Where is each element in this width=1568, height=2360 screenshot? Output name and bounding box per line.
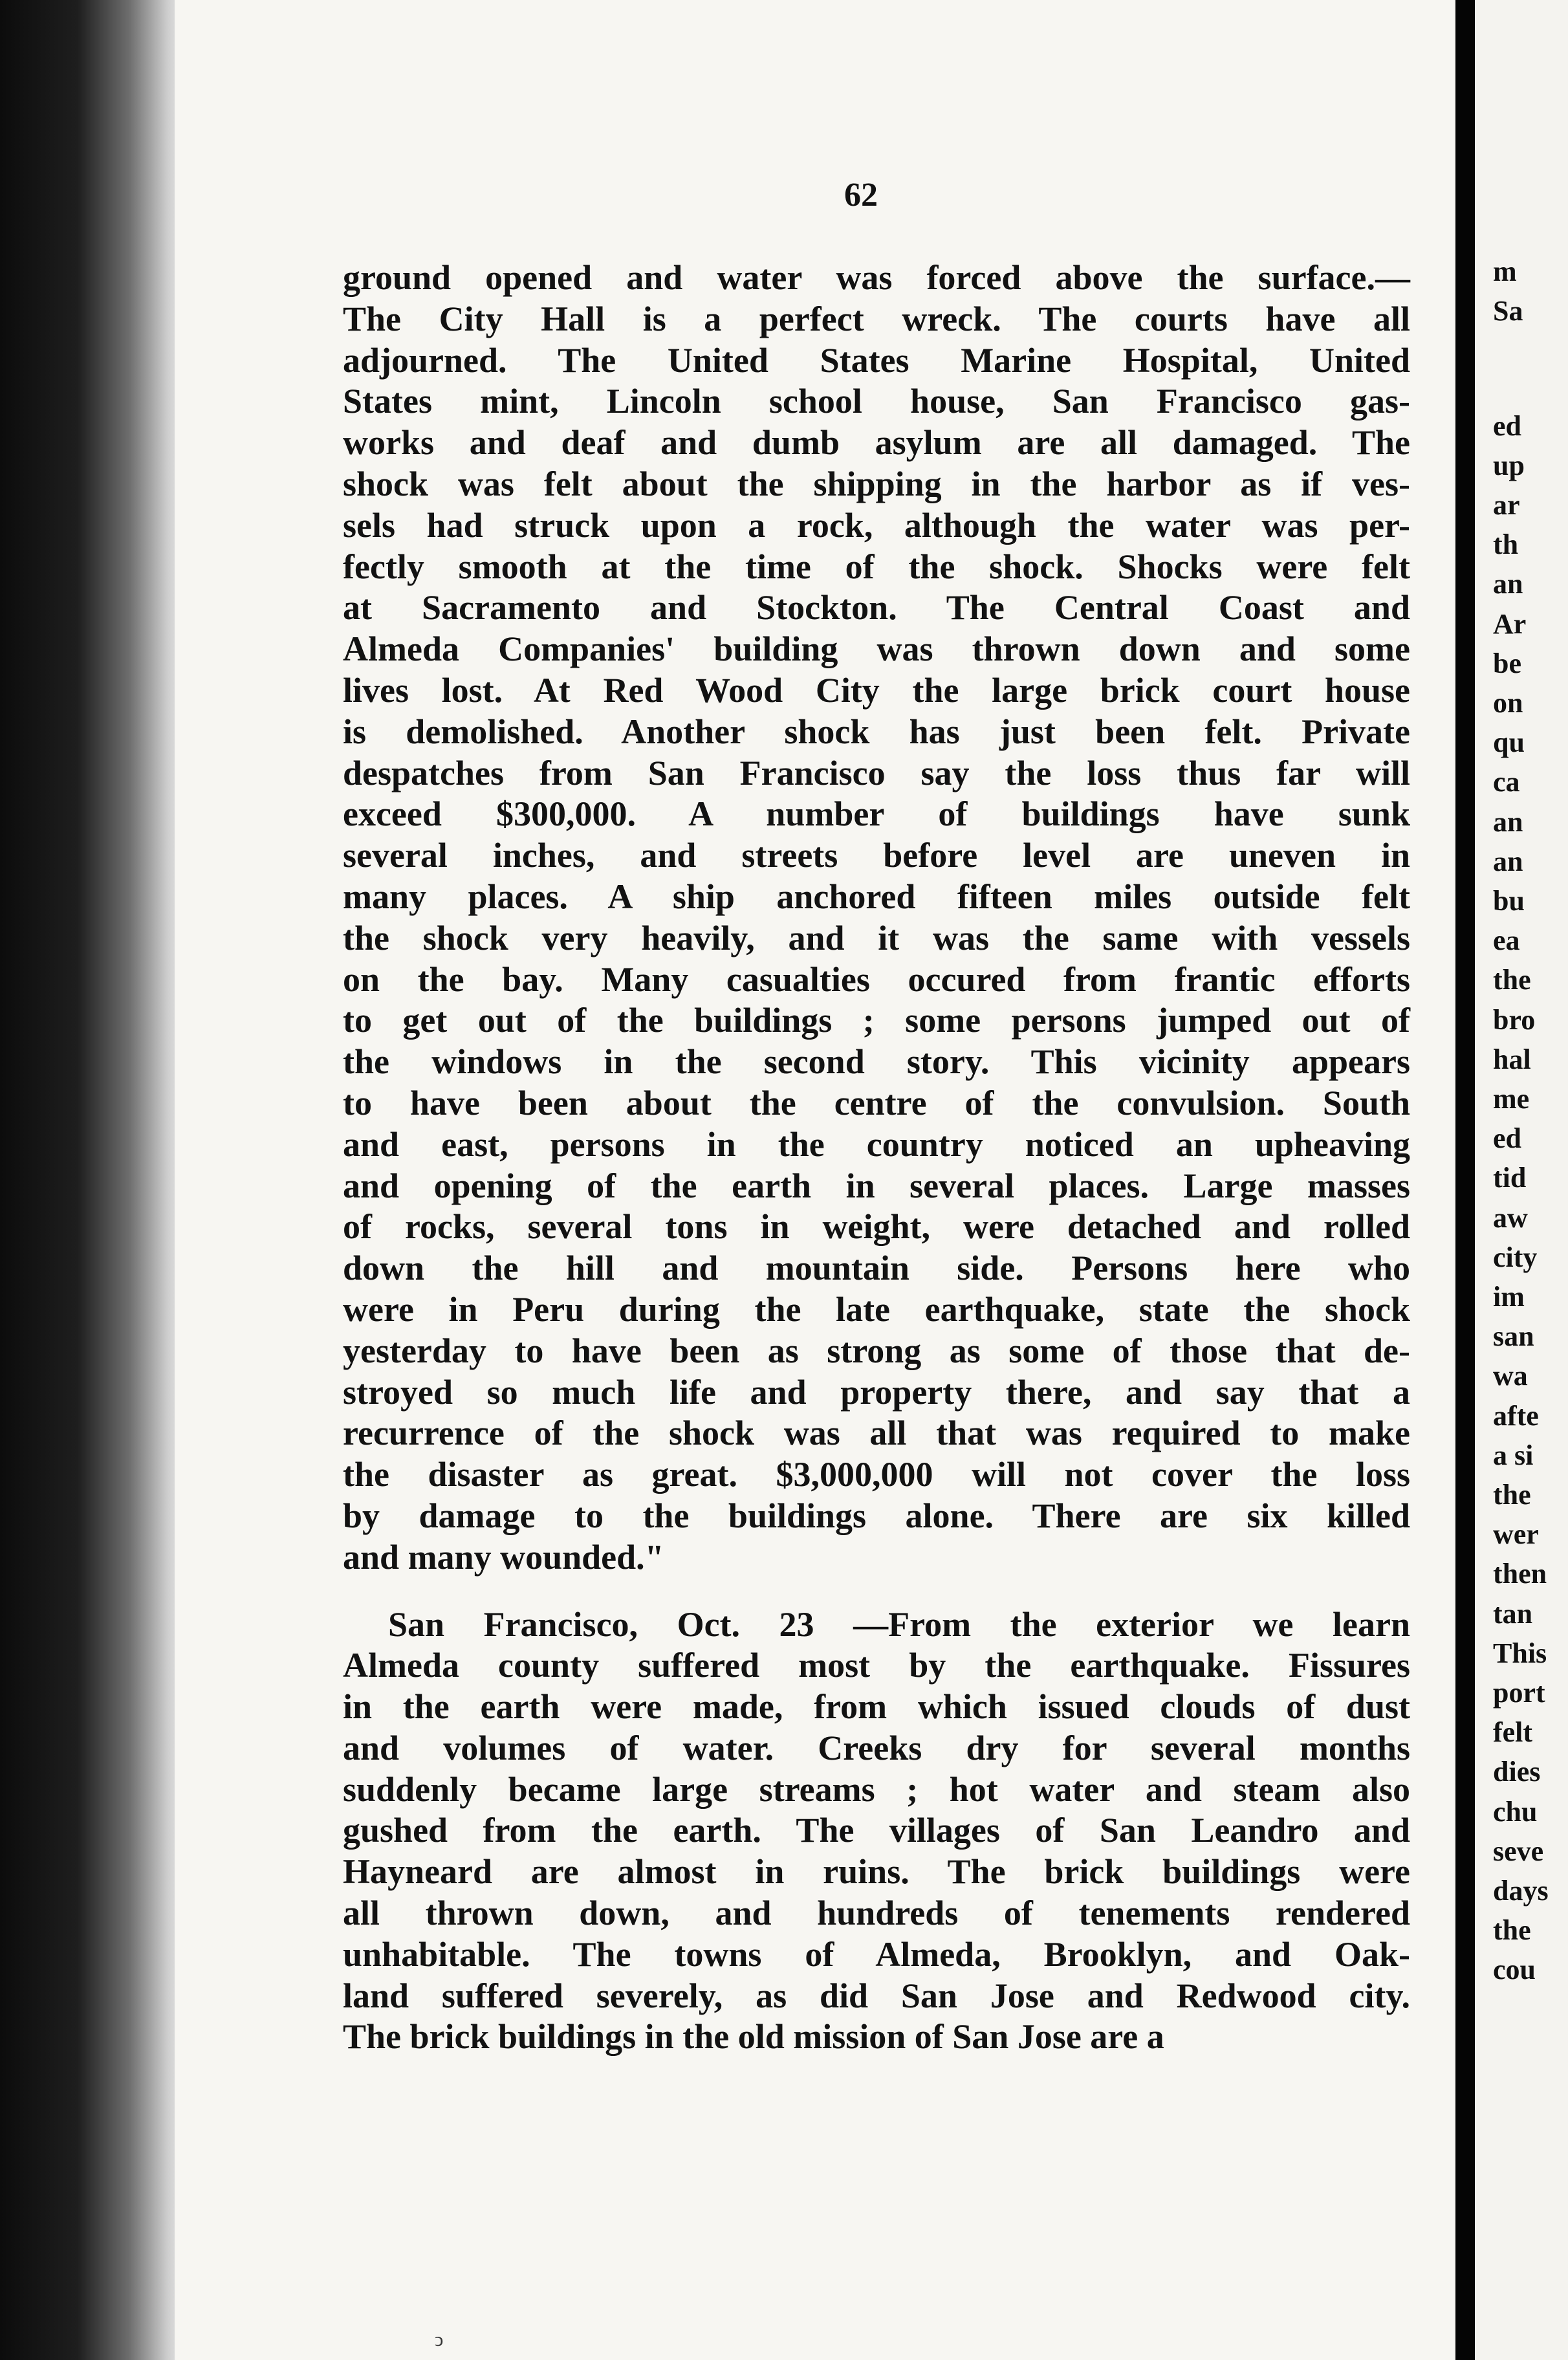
adjacent-page-text: ca [1493, 766, 1520, 798]
text-line: yesterday to have been as strong as some of those that de- [343, 1331, 1410, 1370]
adjacent-page-text: be [1493, 647, 1521, 679]
adjacent-page-text: felt [1493, 1716, 1533, 1749]
adjacent-page-text: a si [1493, 1439, 1534, 1471]
adjacent-page-text: ed [1493, 1122, 1521, 1155]
text-line: lives lost. At Red Wood City the large brick court house [343, 670, 1410, 710]
text-line: ground opened and water was forced above the surface.— [343, 258, 1410, 297]
text-line: The City Hall is a perfect wreck. The courts have all [343, 299, 1410, 338]
page-number: 62 [844, 177, 878, 213]
text-line: on the bay. Many casualties occured from frantic efforts [343, 959, 1410, 999]
text-line: The brick buildings in the old mission of San Jose are a [343, 2017, 1164, 2057]
bottom-mark: ↄ [435, 2329, 444, 2350]
adjacent-page-text: dies [1493, 1756, 1541, 1788]
adjacent-page-text: me [1493, 1083, 1530, 1115]
adjacent-page-text: ar [1493, 489, 1520, 521]
adjacent-page-text: the [1493, 964, 1531, 996]
adjacent-page-text: hal [1493, 1043, 1531, 1075]
adjacent-page-text: aw [1493, 1201, 1528, 1234]
adjacent-page-text: then [1493, 1558, 1547, 1590]
text-line: stroyed so much life and property there, and say that a [343, 1372, 1410, 1412]
adjacent-page-text: port [1493, 1677, 1545, 1709]
adjacent-page-text: on [1493, 687, 1523, 719]
text-line: suddenly became large streams ; hot water and steam also [343, 1769, 1410, 1809]
text-line: works and deaf and dumb asylum are all damaged. The [343, 423, 1410, 463]
text-line: down the hill and mountain side. Persons here who [343, 1249, 1410, 1288]
adjacent-page-text: days [1493, 1875, 1549, 1907]
adjacent-page-text: wer [1493, 1518, 1539, 1551]
adjacent-page-text: wa [1493, 1360, 1528, 1392]
text-line: adjourned. The United States Marine Hospital, United [343, 340, 1410, 380]
page-gutter [1455, 0, 1475, 2360]
text-line: and many wounded." [343, 1537, 664, 1577]
paragraph [343, 257, 1410, 1579]
text-line: States mint, Lincoln school house, San Francisco gas- [343, 382, 1410, 421]
adjacent-page-text: tan [1493, 1597, 1533, 1630]
text-line: shock was felt about the shipping in the harbor as if ves- [343, 464, 1410, 503]
text-line: to have been about the centre of the convulsion. South [343, 1083, 1410, 1122]
adjacent-page-text: bu [1493, 885, 1525, 917]
adjacent-page-text: the [1493, 1479, 1531, 1511]
text-line: many places. A ship anchored fifteen miles outside felt [343, 877, 1410, 916]
text-line: were in Peru during the late earthquake, state the shock [343, 1289, 1410, 1329]
text-line: exceed $300,000. A number of buildings have sunk [343, 794, 1410, 834]
adjacent-page-text: ed [1493, 410, 1521, 442]
adjacent-page-text: afte [1493, 1399, 1539, 1432]
adjacent-page-text: an [1493, 568, 1523, 600]
text-line: the windows in the second story. This vicinity appears [343, 1042, 1410, 1082]
text-line: of rocks, several tons in weight, were detached and rolled [343, 1207, 1410, 1247]
adjacent-page-text: san [1493, 1320, 1534, 1353]
text-line: San Francisco, Oct. 23 —From the exterior we learn [388, 1604, 1410, 1644]
text-line: fectly smooth at the time of the shock. Shocks were felt [343, 547, 1410, 586]
adjacent-page-text: the [1493, 1914, 1531, 1947]
adjacent-page-text: chu [1493, 1795, 1538, 1828]
adjacent-page-text: m [1493, 256, 1517, 287]
paragraph [343, 1604, 1410, 2059]
adjacent-page-text: th [1493, 529, 1519, 561]
text-line: and opening of the earth in several places. Large masses [343, 1166, 1410, 1205]
text-line: all thrown down, and hundreds of tenements rendered [343, 1894, 1410, 1933]
text-line: and volumes of water. Creeks dry for several months [343, 1728, 1410, 1767]
text-line: by damage to the buildings alone. There are six killed [343, 1496, 1410, 1535]
text-line: Almeda Companies' building was thrown down and some [343, 629, 1410, 669]
adjacent-page-text: city [1493, 1241, 1538, 1273]
text-line: several inches, and streets before level are uneven in [343, 836, 1410, 875]
text-line: at Sacramento and Stockton. The Central Coast and [343, 588, 1410, 628]
text-line: in the earth were made, from which issued clouds of dust [343, 1687, 1410, 1727]
adjacent-page-text: cou [1493, 1954, 1536, 1986]
text-line: Almeda county suffered most by the earthquake. Fissures [343, 1646, 1410, 1685]
adjacent-page-text: up [1493, 449, 1525, 481]
text-line: is demolished. Another shock has just been felt. Private [343, 712, 1410, 751]
adjacent-page-text: tid [1493, 1162, 1527, 1194]
text-line: the shock very heavily, and it was the same with vessels [343, 918, 1410, 957]
scan-left-margin [0, 0, 194, 2360]
adjacent-page-text: Sa [1493, 295, 1523, 327]
text-line: land suffered severely, as did San Jose and Redwood city. [343, 1976, 1410, 2015]
adjacent-page-text: bro [1493, 1003, 1536, 1036]
adjacent-page-text: an [1493, 805, 1523, 838]
text-line: to get out of the buildings ; some persons jumped out of [343, 1001, 1410, 1040]
text-line: gushed from the earth. The villages of San Leandro and [343, 1811, 1410, 1850]
adjacent-page-text: This [1493, 1637, 1547, 1669]
text-line: and east, persons in the country noticed an upheaving [343, 1124, 1410, 1164]
adjacent-page-fragment [1475, 0, 1568, 2360]
text-line: sels had struck upon a rock, although the water was per- [343, 505, 1410, 545]
adjacent-page-text: ea [1493, 924, 1520, 957]
adjacent-page-text: qu [1493, 727, 1525, 759]
text-line: recurrence of the shock was all that was required to make [343, 1414, 1410, 1453]
text-line: Hayneard are almost in ruins. The brick buildings were [343, 1852, 1410, 1892]
adjacent-page-text: Ar [1493, 607, 1527, 640]
text-line: the disaster as great. $3,000,000 will not cover the loss [343, 1455, 1410, 1494]
adjacent-page-text: im [1493, 1281, 1525, 1313]
body-text [343, 257, 1410, 2058]
adjacent-page-text: seve [1493, 1835, 1544, 1867]
text-line: unhabitable. The towns of Almeda, Brooklyn, and Oak- [343, 1934, 1410, 1974]
text-line: despatches from San Francisco say the loss thus far will [343, 753, 1410, 792]
adjacent-page-text: an [1493, 845, 1523, 877]
